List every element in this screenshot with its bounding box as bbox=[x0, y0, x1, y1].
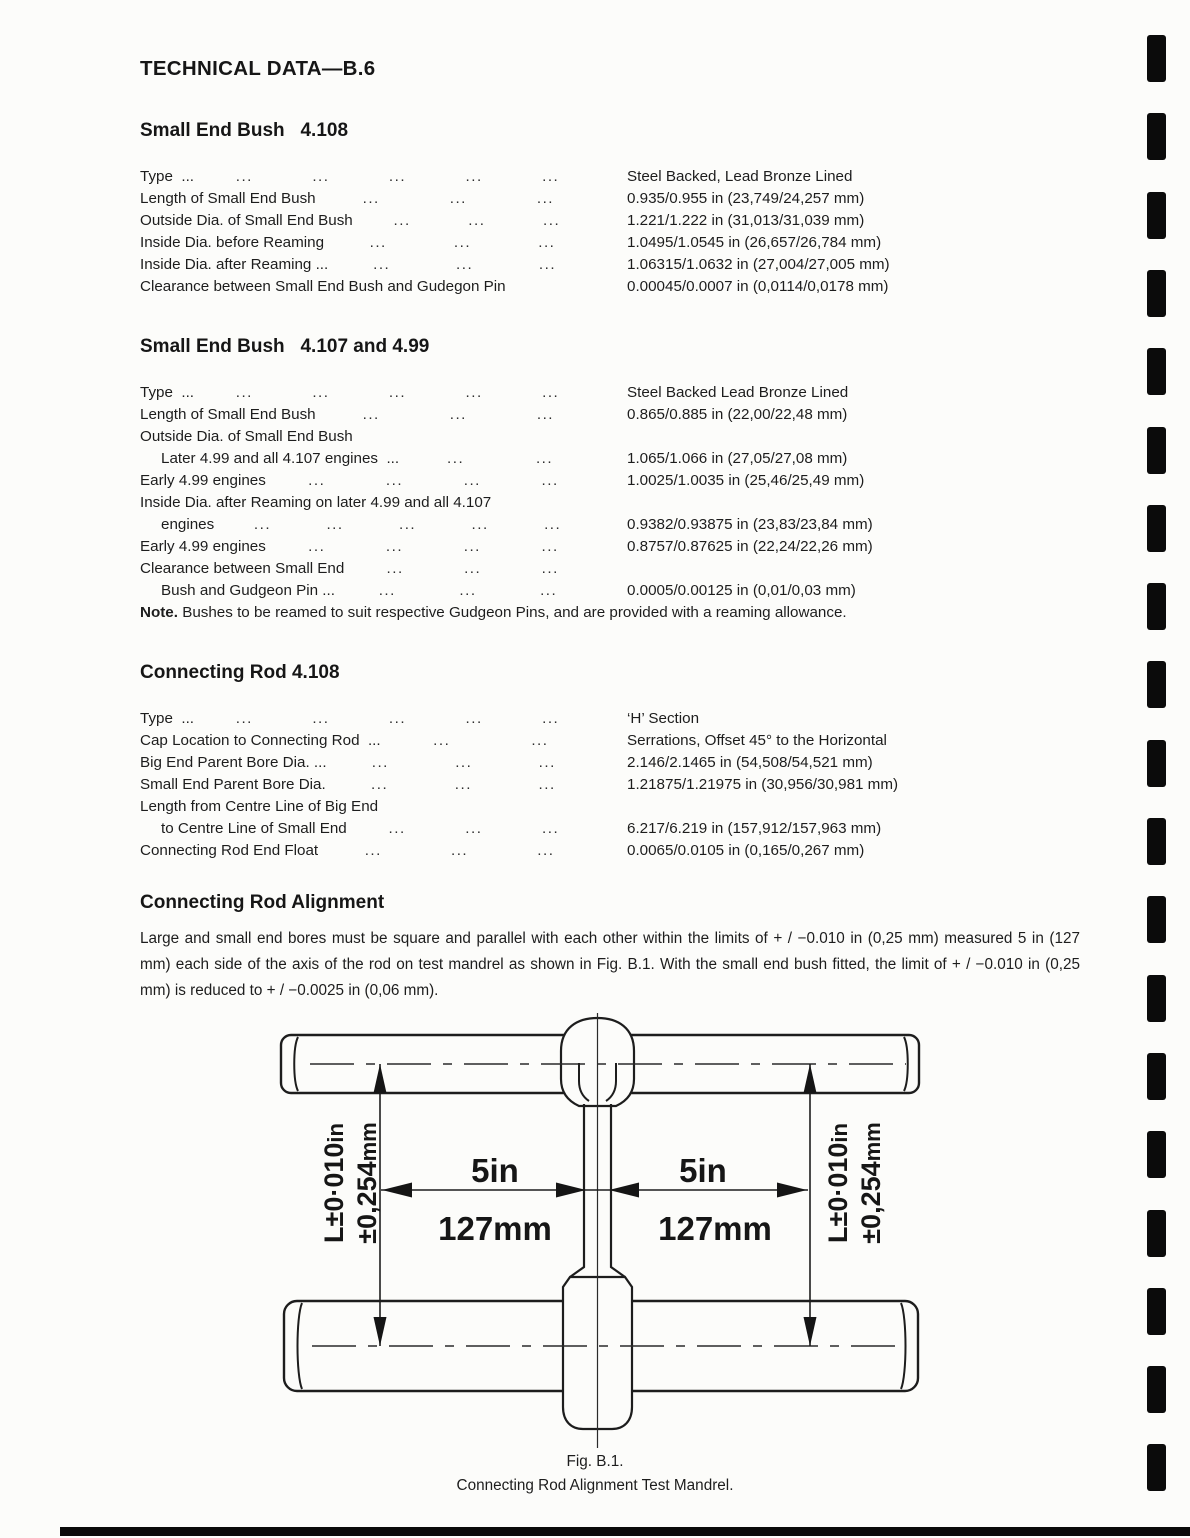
spec-section bbox=[140, 660, 1080, 862]
spec-row bbox=[140, 166, 1080, 188]
leader-dot-group: ... bbox=[373, 256, 391, 273]
spec-label-cell bbox=[140, 774, 627, 796]
section-heading: Connecting Rod 4.108 bbox=[140, 662, 340, 683]
leader-dot-group: ... bbox=[308, 472, 326, 489]
spec-value: 0.8757/0.87625 in (22,24/22,26 mm) bbox=[627, 538, 873, 555]
spec-label-cell bbox=[140, 536, 627, 558]
spec-label: Early 4.99 engines bbox=[140, 472, 266, 489]
spec-label: Later 4.99 and all 4.107 engines ... bbox=[161, 450, 400, 467]
tolerance-label-right-inches: L±0·010in bbox=[823, 1123, 853, 1243]
leader-dot-group: ... bbox=[538, 256, 557, 273]
leader-dots bbox=[278, 470, 589, 492]
tolerance-label-left-mm: ±0,254mm bbox=[352, 1122, 382, 1244]
section-heading: Small End Bush 4.108 bbox=[140, 120, 349, 141]
spec-label: Clearance between Small End Bush and Gudegon Pin bbox=[140, 278, 506, 295]
leader-dot-group: ... bbox=[542, 820, 560, 837]
leader-dots bbox=[411, 448, 589, 470]
leader-dot-group: ... bbox=[465, 168, 483, 185]
binder-mark bbox=[1147, 975, 1166, 1022]
spec-value: 0.865/0.885 in (22,00/22,48 mm) bbox=[627, 406, 848, 423]
page-title: TECHNICAL DATA—B.6 bbox=[140, 57, 376, 80]
spec-row bbox=[140, 818, 1080, 840]
spec-row bbox=[140, 210, 1080, 232]
leader-dot-group: ... bbox=[385, 472, 404, 489]
leader-dot-group: ... bbox=[388, 710, 407, 727]
spec-row bbox=[140, 254, 1080, 276]
spec-row bbox=[140, 426, 1080, 448]
leader-dot-group: ... bbox=[540, 582, 558, 599]
spec-label: Bush and Gudgeon Pin ... bbox=[161, 582, 335, 599]
binder-mark bbox=[1147, 1444, 1166, 1491]
spec-label-cell bbox=[140, 382, 627, 404]
leader-dot-group: ... bbox=[542, 168, 560, 185]
leader-dot-group: ... bbox=[453, 234, 472, 251]
binder-mark bbox=[1147, 1210, 1166, 1257]
spec-label-cell bbox=[140, 840, 627, 862]
spec-label: Outside Dia. of Small End Bush bbox=[140, 212, 353, 229]
leader-dot-group: ... bbox=[538, 234, 556, 251]
leader-dot-group: ... bbox=[541, 472, 559, 489]
spec-label: Early 4.99 engines bbox=[140, 538, 266, 555]
leader-dot-group: ... bbox=[541, 560, 559, 577]
leader-dot-group: ... bbox=[543, 212, 561, 229]
leader-dot-group: ... bbox=[465, 710, 483, 727]
leader-dot-group: ... bbox=[388, 820, 406, 837]
binder-mark bbox=[1147, 583, 1166, 630]
leader-dot-group: ... bbox=[468, 212, 486, 229]
spec-value: 0.0065/0.0105 in (0,165/0,267 mm) bbox=[627, 842, 865, 859]
span-dimension-line bbox=[381, 1183, 808, 1198]
spec-label: to Centre Line of Small End bbox=[161, 820, 347, 837]
leader-dots bbox=[278, 536, 589, 558]
binder-mark bbox=[1147, 661, 1166, 708]
binder-mark bbox=[1147, 1366, 1166, 1413]
spec-rows bbox=[140, 166, 1080, 298]
spec-row bbox=[140, 774, 1080, 796]
leader-dot-group: ... bbox=[312, 710, 330, 727]
binder-mark bbox=[1147, 1131, 1166, 1178]
leader-dot-group: ... bbox=[388, 384, 407, 401]
spec-row bbox=[140, 840, 1080, 862]
spec-row bbox=[140, 276, 1080, 298]
spec-row bbox=[140, 514, 1080, 536]
leader-dot-group: ... bbox=[541, 538, 559, 555]
leader-dots bbox=[347, 580, 589, 602]
spec-value bbox=[627, 492, 1080, 514]
binder-mark bbox=[1147, 896, 1166, 943]
spec-label-cell bbox=[140, 580, 627, 602]
spec-value: 1.21875/1.21975 in (30,956/30,981 mm) bbox=[627, 776, 899, 793]
leader-dot-group: ... bbox=[362, 406, 380, 423]
leader-dots bbox=[328, 188, 589, 210]
leader-dot-group: ... bbox=[542, 710, 560, 727]
leader-dot-group: ... bbox=[463, 538, 481, 555]
spec-row bbox=[140, 382, 1080, 404]
spec-label: Cap Location to Connecting Rod ... bbox=[140, 732, 381, 749]
binder-mark bbox=[1147, 192, 1166, 239]
dim-label-right-mm: 127mm bbox=[658, 1210, 772, 1247]
section-heading-alignment: Connecting Rod Alignment bbox=[140, 892, 385, 913]
leader-dot-group: ... bbox=[459, 582, 477, 599]
spec-row bbox=[140, 752, 1080, 774]
spec-value: 0.935/0.955 in (23,749/24,257 mm) bbox=[627, 190, 865, 207]
leader-dot-group: ... bbox=[308, 538, 326, 555]
spec-label-cell bbox=[140, 254, 627, 276]
leader-dots bbox=[359, 818, 589, 840]
figure-caption-number: Fig. B.1. bbox=[566, 1453, 624, 1470]
dim-label-right-inches: 5in bbox=[679, 1152, 727, 1189]
spec-value: ‘H’ Section bbox=[627, 710, 700, 727]
binder-mark bbox=[1147, 740, 1166, 787]
top-mandrel-left-cap bbox=[294, 1037, 298, 1091]
spec-section bbox=[140, 118, 1080, 298]
figure-caption-title: Connecting Rod Alignment Test Mandrel. bbox=[456, 1477, 734, 1494]
figure-b1 bbox=[0, 1005, 1190, 1455]
spec-label-cell bbox=[140, 514, 627, 536]
spec-value: Serrations, Offset 45° to the Horizontal bbox=[627, 732, 887, 749]
spec-row bbox=[140, 492, 1080, 514]
spec-value: 1.065/1.066 in (27,05/27,08 mm) bbox=[627, 450, 848, 467]
right-length-dimension-arrow bbox=[804, 1064, 817, 1346]
leader-dot-group: ... bbox=[449, 406, 467, 423]
spec-label-cell bbox=[140, 492, 627, 514]
leader-dots bbox=[338, 774, 589, 796]
spec-label-cell bbox=[140, 470, 627, 492]
binder-mark bbox=[1147, 505, 1166, 552]
binder-mark bbox=[1147, 427, 1166, 474]
spec-label: Type ... bbox=[140, 168, 195, 185]
spec-row bbox=[140, 232, 1080, 254]
leader-dots bbox=[226, 514, 589, 536]
spec-label: Big End Parent Bore Dia. ... bbox=[140, 754, 327, 771]
spec-row bbox=[140, 580, 1080, 602]
section-connecting-rod-alignment bbox=[140, 890, 1080, 1004]
leader-dot-group: ... bbox=[465, 384, 483, 401]
spec-label: Clearance between Small End bbox=[140, 560, 345, 577]
spec-value: 0.9382/0.93875 in (23,83/23,84 mm) bbox=[627, 516, 873, 533]
leader-dot-group: ... bbox=[537, 842, 555, 859]
tolerance-label-left-inches: L±0·010in bbox=[319, 1123, 349, 1243]
spec-label: Connecting Rod End Float bbox=[140, 842, 319, 859]
spec-value: 1.0025/1.0035 in (25,46/25,49 mm) bbox=[627, 472, 865, 489]
spec-row bbox=[140, 404, 1080, 426]
spec-label: Small End Parent Bore Dia. bbox=[140, 776, 326, 793]
spec-label-cell bbox=[140, 796, 627, 818]
leader-dot-group: ... bbox=[454, 776, 472, 793]
spec-label: Length from Centre Line of Big End bbox=[140, 798, 379, 815]
spec-label-cell bbox=[140, 188, 627, 210]
leader-dot-group: ... bbox=[378, 582, 396, 599]
spec-label: Length of Small End Bush bbox=[140, 190, 316, 207]
leader-dots bbox=[206, 382, 589, 404]
leader-dot-group: ... bbox=[386, 560, 404, 577]
spec-label-cell bbox=[140, 558, 627, 580]
spec-label: Type ... bbox=[140, 384, 195, 401]
spec-value: 1.0495/1.0545 in (26,657/26,784 mm) bbox=[627, 234, 882, 251]
leader-dot-group: ... bbox=[465, 820, 483, 837]
spec-label-cell bbox=[140, 708, 627, 730]
section-heading: Small End Bush 4.107 and 4.99 bbox=[140, 336, 430, 357]
leader-dot-group: ... bbox=[447, 450, 465, 467]
dim-label-left-mm: 127mm bbox=[438, 1210, 552, 1247]
leader-dot-group: ... bbox=[536, 406, 555, 423]
spec-label: engines bbox=[161, 516, 215, 533]
leader-dot-group: ... bbox=[385, 538, 404, 555]
leader-dot-group: ... bbox=[362, 190, 380, 207]
spec-label-cell bbox=[140, 730, 627, 752]
leader-dots bbox=[356, 558, 589, 580]
leader-dot-group: ... bbox=[312, 384, 330, 401]
leader-dot-group: ... bbox=[463, 472, 481, 489]
spec-label: Length of Small End Bush bbox=[140, 406, 316, 423]
leader-dot-group: ... bbox=[531, 732, 549, 749]
spec-label: Inside Dia. after Reaming on later 4.99 and all 4.107 bbox=[140, 494, 492, 511]
spec-value: 1.06315/1.0632 in (27,004/27,005 mm) bbox=[627, 256, 890, 273]
test-mandrel-drawing bbox=[0, 1005, 1190, 1455]
leader-dots bbox=[365, 210, 589, 232]
leader-dot-group: ... bbox=[455, 754, 473, 771]
leader-dot-group: ... bbox=[471, 516, 489, 533]
leader-dot-group: ... bbox=[235, 384, 253, 401]
spec-label: Inside Dia. before Reaming bbox=[140, 234, 325, 251]
spec-row bbox=[140, 796, 1080, 818]
tolerance-label-right-mm: ±0,254mm bbox=[856, 1122, 886, 1244]
leader-dot-group: ... bbox=[536, 190, 555, 207]
spec-rows bbox=[140, 708, 1080, 862]
spec-sections bbox=[140, 118, 1080, 862]
spec-row bbox=[140, 188, 1080, 210]
spec-row bbox=[140, 558, 1080, 580]
leader-dots bbox=[206, 708, 589, 730]
spec-label-cell bbox=[140, 752, 627, 774]
leader-dot-group: ... bbox=[371, 776, 389, 793]
spec-label-cell bbox=[140, 448, 627, 470]
spec-label-cell bbox=[140, 276, 627, 298]
spec-value: 6.217/6.219 in (157,912/157,963 mm) bbox=[627, 820, 882, 837]
leader-dot-group: ... bbox=[326, 516, 344, 533]
leader-dots bbox=[330, 840, 589, 862]
binder-mark bbox=[1147, 35, 1166, 82]
leader-dot-group: ... bbox=[253, 516, 272, 533]
spec-row bbox=[140, 730, 1080, 752]
leader-dot-group: ... bbox=[464, 560, 482, 577]
figure-caption bbox=[0, 1450, 1190, 1498]
leader-dots bbox=[393, 730, 589, 752]
bottom-mandrel-left-cap bbox=[298, 1303, 303, 1389]
spec-label-cell bbox=[140, 166, 627, 188]
spec-label-cell bbox=[140, 426, 627, 448]
binder-mark bbox=[1147, 270, 1166, 317]
leader-dot-group: ... bbox=[449, 190, 467, 207]
spec-value bbox=[627, 426, 1080, 448]
spec-label-cell bbox=[140, 404, 627, 426]
spec-label-cell bbox=[140, 818, 627, 840]
spec-section bbox=[140, 334, 1080, 624]
spec-value: 0.00045/0.0007 in (0,0114/0,0178 mm) bbox=[627, 278, 889, 295]
spec-row bbox=[140, 536, 1080, 558]
leader-dots bbox=[328, 404, 589, 426]
page-content bbox=[140, 56, 1080, 1004]
leader-dot-group: ... bbox=[364, 842, 382, 859]
leader-dot-group: ... bbox=[235, 168, 253, 185]
leader-dots bbox=[340, 254, 589, 276]
binder-mark bbox=[1147, 818, 1166, 865]
leader-dot-group: ... bbox=[393, 212, 411, 229]
spec-row bbox=[140, 470, 1080, 492]
spec-value: 0.0005/0.00125 in (0,01/0,03 mm) bbox=[627, 582, 856, 599]
leader-dots bbox=[206, 166, 589, 188]
leader-dot-group: ... bbox=[388, 168, 407, 185]
leader-dot-group: ... bbox=[398, 516, 417, 533]
spec-label-cell bbox=[140, 210, 627, 232]
leader-dot-group: ... bbox=[371, 754, 389, 771]
bottom-rule bbox=[60, 1527, 1190, 1536]
leader-dot-group: ... bbox=[538, 776, 556, 793]
spec-label: Inside Dia. after Reaming ... bbox=[140, 256, 329, 273]
binder-mark bbox=[1147, 1288, 1166, 1335]
spec-value bbox=[627, 558, 1080, 580]
leader-dot-group: ... bbox=[456, 256, 474, 273]
spec-rows bbox=[140, 382, 1080, 602]
note-line: Note. Bushes to be reamed to suit respective Gudgeon Pins, and are provided with a reaming allowance. bbox=[140, 604, 847, 621]
leader-dot-group: ... bbox=[535, 450, 554, 467]
leader-dot-group: ... bbox=[542, 384, 560, 401]
spec-label: Type ... bbox=[140, 710, 195, 727]
binder-mark bbox=[1147, 348, 1166, 395]
leader-dot-group: ... bbox=[312, 168, 330, 185]
leader-dots bbox=[339, 752, 589, 774]
leader-dot-group: ... bbox=[369, 234, 387, 251]
spec-row bbox=[140, 708, 1080, 730]
leader-dots bbox=[336, 232, 589, 254]
spec-value: Steel Backed Lead Bronze Lined bbox=[627, 384, 849, 401]
leader-dot-group: ... bbox=[235, 710, 253, 727]
spec-value: 2.146/2.1465 in (54,508/54,521 mm) bbox=[627, 754, 873, 771]
dim-label-left-inches: 5in bbox=[471, 1152, 519, 1189]
alignment-paragraph: Large and small end bores must be square and parallel with each other within the limits of + / −0.010 in (0,25 mm) measured 5 in (127 mm) each side of the axis of the rod on test mandrel as shown in Fig. B.1. With the small end bush fitted, the limit of + / −0.010 in (0,25 mm) is reduced to + / −0.0025 in (0,06 mm). bbox=[140, 930, 1080, 999]
spec-row bbox=[140, 448, 1080, 470]
leader-dot-group: ... bbox=[450, 842, 469, 859]
spec-value: 1.221/1.222 in (31,013/31,039 mm) bbox=[627, 212, 865, 229]
binder-mark bbox=[1147, 1053, 1166, 1100]
spec-value bbox=[627, 796, 1080, 818]
spec-label: Outside Dia. of Small End Bush bbox=[140, 428, 353, 445]
binder-mark bbox=[1147, 113, 1166, 160]
leader-dot-group: ... bbox=[544, 516, 562, 533]
leader-dot-group: ... bbox=[538, 754, 556, 771]
note-label: Note. bbox=[140, 604, 178, 621]
spec-value: Steel Backed, Lead Bronze Lined bbox=[627, 168, 853, 185]
leader-dot-group: ... bbox=[433, 732, 451, 749]
bottom-mandrel-right-cap bbox=[901, 1303, 906, 1389]
spec-label-cell bbox=[140, 232, 627, 254]
